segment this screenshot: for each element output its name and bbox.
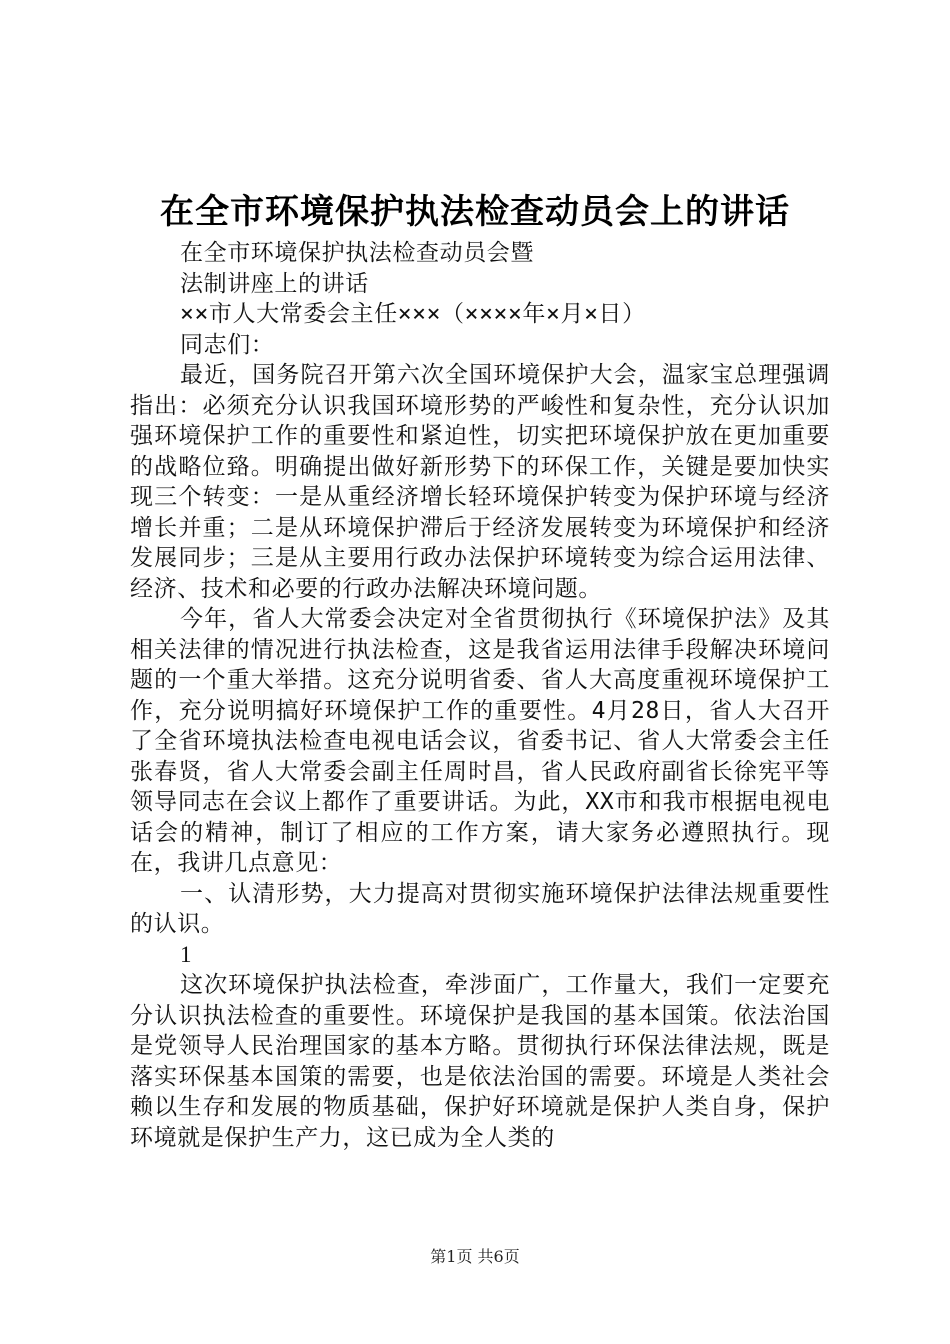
page-footer: 第1页 共6页	[430, 1247, 520, 1266]
document-body	[130, 238, 830, 1153]
subtitle-line-1: 在全市环境保护执法检查动员会暨	[180, 240, 534, 266]
paragraph: 最近，国务院召开第六次全国环境保护大会，温家宝总理强调指出：必须充分认识我国环境形势的严峻性和复杂性，充分认识加强环境保护工作的重要性和紧迫性，切实把环境保护放在更加重要的战略位臵。明确提出做好新形势下的环保工作，关键是要加快实现三个转变：一是从重经济增长轻环境保护转变为保护环境与经济增长并重；二是从环境保护滞后于经济发展转变为环境保护和经济发展同步；三是从主要用行政办法保护环境转变为综合运用法律、经济、技术和必要的行政办法解决环境问题。	[130, 362, 830, 602]
paragraph: 今年，省人大常委会决定对全省贯彻执行《环境保护法》及其相关法律的情况进行执法检查，这是我省运用法律手段解决环境问题的一个重大举措。这充分说明省委、省人大高度重视环境保护工作，充分说明搞好环境保护工作的重要性。4月28日，省人大召开了全省环境执法检查电视电话会议，省委书记、省人大常委会主任张春贤，省人大常委会副主任周时昌，省人民政府副省长徐宪平等领导同志在会议上都作了重要讲话。为此，XX市和我市根据电视电话会的精神，制订了相应的工作方案，请大家务必遵照执行。现在，我讲几点意见：	[130, 606, 830, 876]
salutation: 同志们：	[180, 331, 275, 358]
subtitle-line-2: 法制讲座上的讲话	[180, 270, 369, 297]
speaker-line: ××市人大常委会主任×××（××××年×月×日）	[180, 301, 646, 327]
paragraph: 这次环境保护执法检查，牵涉面广，工作量大，我们一定要充分认识执法检查的重要性。环境保护是我国的基本国策。依法治国是党领导人民治理国家的基本方略。贯彻执行环保法律法规，既是落实环保基本国策的需要，也是依法治国的需要。环境是人类社会赖以生存和发展的物质基础，保护好环境就是保护人类自身，保护环境就是保护生产力，这已成为全人类的	[130, 972, 830, 1151]
section-heading: 一、认清形势，大力提高对贯彻实施环境保护法律法规重要性的认识。	[130, 880, 830, 937]
inline-page-number: 1	[180, 941, 193, 967]
document-title: 在全市环境保护执法检查动员会上的讲话	[160, 192, 790, 232]
